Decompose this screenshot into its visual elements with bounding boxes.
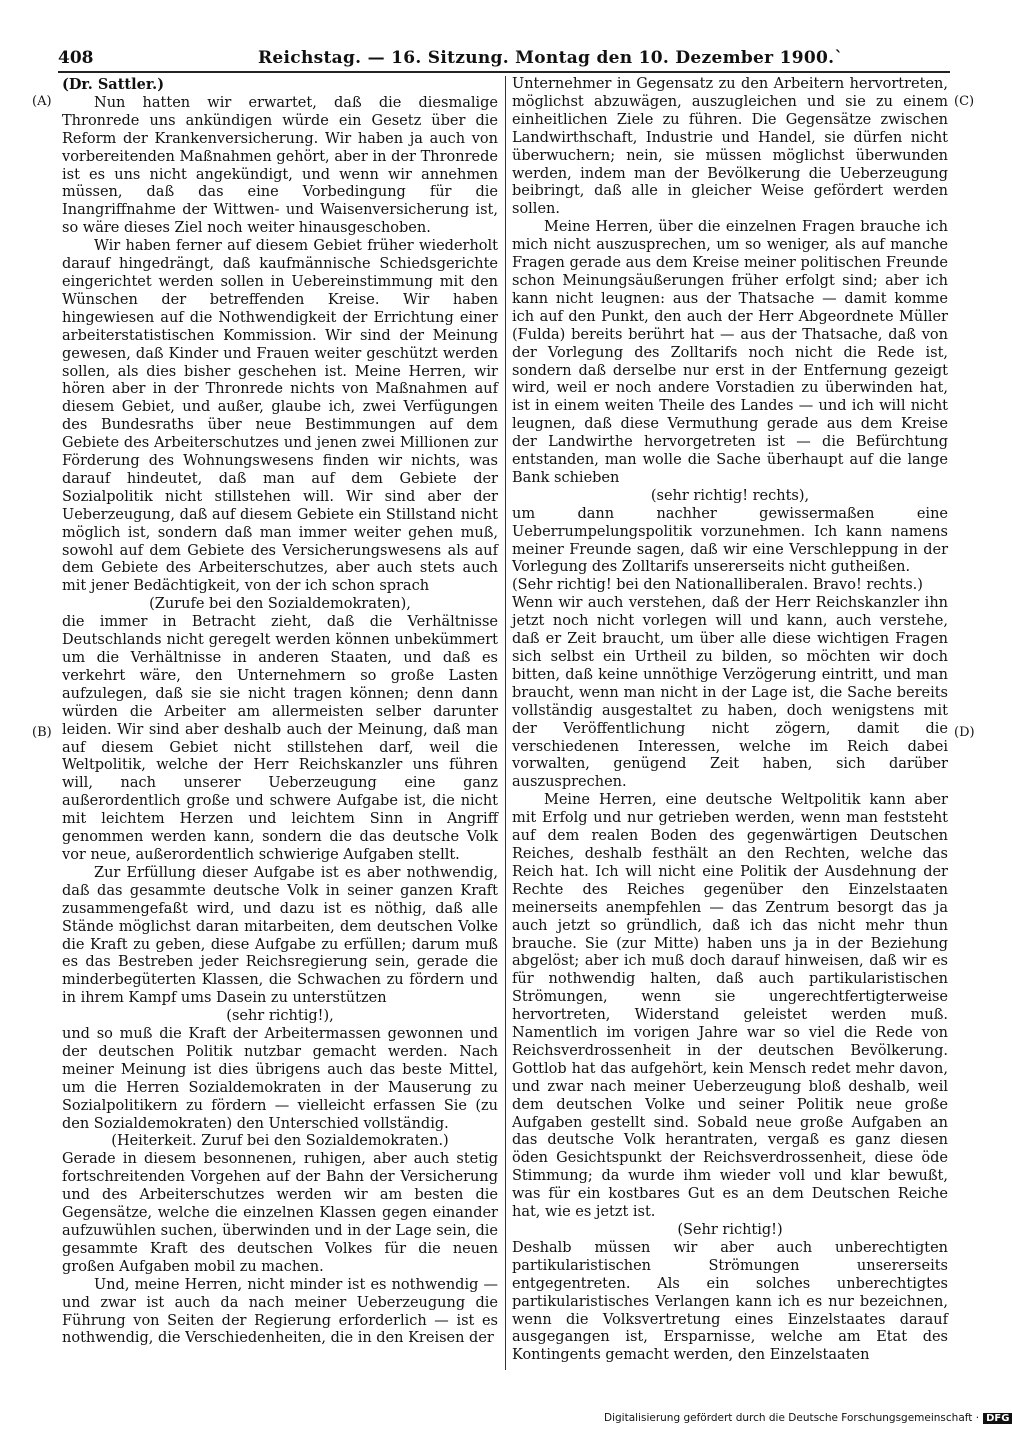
header-rule: [58, 71, 950, 73]
interjection: (Heiterkeit. Zuruf bei den Sozialdemokraten.): [111, 1133, 449, 1150]
paragraph: und so muß die Kraft der Arbeitermassen gewonnen und der deutschen Politik nutzbar gemacht werden. Nach meiner Meinung ist dies übrigens auch das beste Mittel, um die Herren Sozialdemokraten in der Mauserung zu Sozialpolitikern zu fördern — vielleicht erfassen Sie (zu den Sozialdemokraten) den Unterschied vollständig.: [62, 1026, 498, 1132]
right-column-body: [512, 76, 948, 1365]
margin-mark-d: (D): [954, 725, 975, 740]
paragraph: Wenn wir auch verstehen, daß der Herr Reichskanzler ihn jetzt noch nicht vorlegen will und kann, auch verstehe, daß er Zeit braucht, um über alle diese wichtigen Fragen sich selbst ein Urtheil zu bilden, so möchten wir doch bitten, daß keine unnöthige Verzögerung eintritt, und man braucht, wenn man nicht in der Lage ist, die Sache bereits vollständig ausgestaltet zu haben, doch wenigstens mit der Veröffentlichung nicht zögern, damit die verschiedenen Interessen, welche im Reich dabei vorwalten, genügend Zeit haben, sich darüber auszusprechen.: [512, 595, 948, 791]
interjection: (Sehr richtig!): [677, 1222, 783, 1238]
paragraph: um dann nachher gewissermaßen eine Ueberrumpelungspolitik vorzunehmen. Ich kann namens meiner Freunde sagen, daß wir eine Verschleppung in der Vorlegung des Zolltarifs unsererseits nicht gutheißen.: [512, 505, 948, 576]
page-number: 408: [58, 48, 94, 68]
interjection: (sehr richtig!),: [226, 1008, 334, 1025]
left-column-body: [62, 95, 498, 1348]
margin-mark-b: (B): [32, 725, 52, 740]
paragraph: Meine Herren, eine deutsche Weltpolitik kann aber mit Erfolg und nur getrieben werden, wenn man feststeht auf dem realen Boden des gegenwärtigen Deutschen Reiches, deshalb festhält an den Rechten, welche das Reich hat. Ich will nicht eine Politik der Ausdehnung der Rechte des Reiches gegenüber den Einzelstaaten meinerseits anempfehlen — das Zentrum besorgt das ja auch jetzt so gründlich, daß ich das nicht mehr thun brauche. Sie (zur Mitte) haben uns ja in der Beziehung abgelöst; aber ich muß doch darauf hinweisen, daß wir es für nothwendig halten, daß auch partikularistischen Strömungen, wenn sie ungerechtfertigterweise hervortreten, Widerstand geleistet werden muß. Namentlich im vorigen Jahre war so viel die Rede von Reichsverdrossenheit in der deutschen Bevölkerung. Gottlob hat das aufgehört, kein Mensch redet mehr davon, und zwar nach meiner Ueberzeugung bloß deshalb, weil dem deutschen Volke und seiner Politik neue große Aufgaben gestellt sind. Sobald neue große Aufgaben an das deutsche Volk herantraten, vergaß es ganz diesen öden Gesichtspunkt der Reichsverdrossenheit, diese öde Stimmung; da wurde ihm wieder voll und klar bewußt, was für ein kostbares Gut es an dem Deutschen Reiche hat, wie es jetzt ist.: [512, 792, 948, 1221]
paragraph: Meine Herren, über die einzelnen Fragen brauche ich mich nicht auszusprechen, um so weniger, als auf manche Fragen gerade aus dem Kreise meiner politischen Freunde schon Meinungsäußerungen früher erfolgt sind; aber ich kann nicht leugnen: aus der Thatsache — damit komme ich auf den Punkt, den auch der Herr Abgeordnete Müller (Fulda) bereits berührt hat — aus der Thatsache, daß von der Vorlegung des Zolltarifs noch nicht die Rede ist, sondern daß derselbe nur erst in der Entfernung gezeigt wird, weil er noch andere Vorstadien zu überwinden hat, ist in einem weiten Theile des Landes — und ich will nicht leugnen, daß diese Vermuthung gerade aus dem Kreise der Landwirthe hervorgetreten ist — die Befürchtung entstanden, man wolle die Sache überhaupt auf die lange Bank schieben: [512, 219, 948, 486]
margin-mark-a: (A): [32, 94, 52, 109]
interjection: (Zurufe bei den Sozialdemokraten),: [149, 596, 411, 613]
running-head: Reichstag. — 16. Sitzung. Montag den 10. Dezember 1900.`: [258, 48, 844, 68]
paragraph: (Sehr richtig! bei den Nationalliberalen. Bravo! rechts.): [512, 577, 923, 594]
margin-mark-c: (C): [954, 94, 975, 109]
paragraph: Unternehmer in Gegensatz zu den Arbeitern hervortreten, möglichst abzuwägen, auszugleichen und sie zu einem einheitlichen Ziele zu führen. Die Gegensätze zwischen Landwirthschaft, Industrie und Handel, sie dürfen nicht überwuchern; nein, sie müssen möglichst überwunden werden, indem man der Bevölkerung die Ueberzeugung beibringt, daß alle in gleicher Weise gefördert werden sollen.: [512, 76, 948, 218]
paragraph: Und, meine Herren, nicht minder ist es nothwendig — und zwar ist auch da nach meiner Ueberzeugung die Führung von Seiten der Regierung erforderlich — ist es nothwendig, die Verschiedenheiten, die in den Kreisen der: [62, 1276, 498, 1347]
paragraph: Nun hatten wir erwartet, daß die diesmalige Thronrede uns ankündigen würde ein Gesetz über die Reform der Krankenversicherung. Wir haben ja auch von vorbereitenden Maßnahmen gehört, aber in der Thronrede ist es uns nicht angekündigt, und wenn wir annehmen müssen, daß das eine Vorbedingung für die Inangriffnahme der Wittwen- und Waisenversicherung ist, so wäre dieses Ziel noch weiter hinausgeschoben.: [62, 94, 498, 237]
interjection: (sehr richtig! rechts),: [650, 487, 810, 504]
speaker-label: (Dr. Sattler.): [62, 76, 165, 93]
footer-credit-text: Digitalisierung gefördert durch die Deutsche Forschungsgemeinschaft ·: [604, 1412, 980, 1424]
paragraph: Deshalb müssen wir aber auch unberechtigten partikularistischen Strömungen unsererseits entgegentreten. Als ein solches unberechtigtes partikularistisches Verlangen kann ich es nur bezeichnen, wenn die Volksvertretung eines Einzelstaates darauf ausgegangen ist, Ersparnisse, welche am Etat des Kontingents gemacht werden, den Einzelstaaten: [512, 1239, 948, 1364]
dfg-logo: DFG: [983, 1413, 1012, 1424]
paragraph: Wir haben ferner auf diesem Gebiet früher wiederholt darauf hingedrängt, daß kaufmännische Schiedsgerichte eingerichtet werden sollen in Uebereinstimmung mit den Wünschen der betreffenden Kreise. Wir haben hingewiesen auf die Nothwendigkeit der Errichtung einer arbeiterstatistischen Kommission. Wir sind der Meinung gewesen, daß Kinder und Frauen weiter geschützt werden sollen, als dies bisher geschehen ist. Meine Herren, wir hören aber in der Thronrede nichts von Maßnahmen auf diesem Gebiet, und außer, glaube ich, zwei Verfügungen des Bundesraths über neue Bestimmungen auf dem Gebiete des Arbeiterschutzes und jenen zwei Millionen zur Förderung des Wohnungswesens finden wir nichts, was darauf hindeutet, daß man auf dem Gebiete der Sozialpolitik nicht stillstehen will. Wir sind aber der Ueberzeugung, daß auf diesem Gebiete ein Stillstand nicht möglich ist, sondern daß man immer weiter gehen muß, sowohl auf dem Gebiete des Versicherungswesens als auf dem Gebiete des Arbeiterschutzes, aber auch stets auch mit jener Bedächtigkeit, von der ich schon sprach: [62, 238, 498, 595]
column-divider: [505, 76, 506, 1370]
left-column: [62, 76, 498, 1348]
paragraph: die immer in Betracht zieht, daß die Verhältnisse Deutschlands nicht geregelt werden können unbekümmert um die Verhältnisse in anderen Staaten, und daß es verkehrt wäre, den Unternehmern so große Lasten aufzulegen, daß sie sie nicht tragen können; denn dann würden die Arbeiter am allermeisten selber darunter leiden. Wir sind aber deshalb auch der Meinung, daß man auf diesem Gebiet nicht stillstehen darf, weil die Weltpolitik, welche der Herr Reichskanzler uns führen will, nach unserer Ueberzeugung eine ganz außerordentlich große und schwere Aufgabe ist, die nicht mit leichtem Herzen und leichtem Sinn in Angriff genommen werden kann, sondern die das deutsche Volk vor neue, außerordentlich schwierige Aufgaben stellt.: [62, 614, 498, 863]
paragraph: Gerade in diesem besonnenen, ruhigen, aber auch stetig fortschreitenden Vorgehen auf der Bahn der Versicherung und des Arbeiterschutzes werden wir am besten die Gegensätze, welche die einzelnen Klassen gegen einander aufzuwühlen suchen, überwinden und in der Lage sein, die gesammte Kraft des deutschen Volkes für die neuen großen Aufgaben mobil zu machen.: [62, 1151, 498, 1275]
right-column: [512, 76, 948, 1365]
footer-credit: [604, 1412, 1012, 1424]
paragraph: Zur Erfüllung dieser Aufgabe ist es aber nothwendig, daß das gesammte deutsche Volk in seiner ganzen Kraft zusammengefaßt wird, und dazu ist es nöthig, daß alle Stände möglichst daran mitarbeiten, dem deutschen Volke die Kraft zu geben, diese Aufgabe zu erfüllen; darum muß es das Bestreben jeder Reichsregierung sein, gerade die minderbegüterten Klassen, die Schwachen zu fördern und in ihrem Kampf ums Dasein zu unterstützen: [62, 864, 498, 1007]
